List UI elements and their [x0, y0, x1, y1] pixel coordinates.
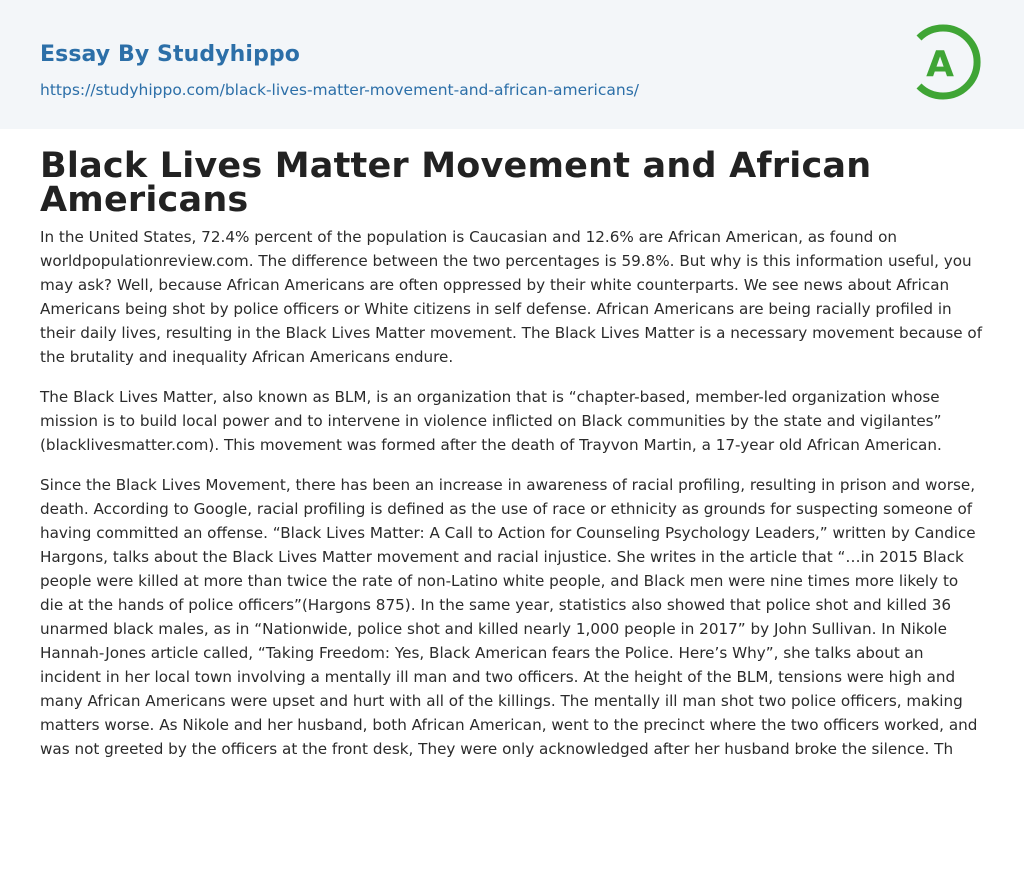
essay-content: [0, 146, 1024, 761]
essay-paragraph: In the United States, 72.4% percent of the population is Caucasian and 12.6% are African American, as found on worldpopulationreview.com. The difference between the two percentages is 59.8%. But why is this information useful, you may ask? Well, because African Americans are often oppressed by their white counterparts. We see news about African Americans being shot by police officers or White citizens in self defense. African Americans are being racially profiled in their daily lives, resulting in the Black Lives Matter movement. The Black Lives Matter is a necessary movement because of the brutality and inequality African Americans endure.: [40, 228, 983, 366]
logo-letter: A: [926, 44, 954, 85]
essay-url-link[interactable]: https://studyhippo.com/black-lives-matter-movement-and-african-americans/: [40, 81, 640, 99]
essay-paragraph: Since the Black Lives Movement, there has been an increase in awareness of racial profiling, resulting in prison and worse, death. According to Google, racial profiling is defined as the use of race or ethnicity as grounds for suspecting someone of having committed an offense. “Black Lives Matter: A Call to Action for Counseling Psychology Leaders,” written by Candice Hargons, talks about the Black Lives Matter movement and racial injustice. She writes in the article that “…in 2015 Black people were killed at more than twice the rate of non-Latino white people, and Black men were nine times more likely to die at the hands of police officers”(Hargons 875). In the same year, statistics also showed that police shot and killed 36 unarmed black males, as in “Nationwide, police shot and killed nearly 1,000 people in 2017” by John Sullivan. In Nikole Hannah-Jones article called, “Taking Freedom: Yes, Black American fears the Police. Here’s Why”, she talks about an incident in her local town involving a mentally ill man and two officers. At the height of the BLM, tensions were high and many African Americans were upset and hurt with all of the killings. The mentally ill man shot two police officers, making matters worse. As Nikole and her husband, both African American, went to the precinct where the two officers worked, and was not greeted by the officers at the front desk, They were only acknowledged after her husband broke the silence. Th: [40, 476, 978, 758]
studyhippo-logo[interactable]: [913, 20, 985, 104]
site-header: [0, 0, 1024, 129]
essay-title: Black Lives Matter Movement and African Americans: [40, 146, 872, 220]
essay-paragraph: The Black Lives Matter, also known as BLM, is an organization that is “chapter-based, member-led organization whose mission is to build local power and to intervene in violence inflicted on Black communities by the state and vigilantes” (blacklivesmatter.com). This movement was formed after the death of Trayvon Martin, a 17-year old African American.: [40, 388, 942, 454]
site-brand: Essay By Studyhippo: [40, 42, 300, 67]
